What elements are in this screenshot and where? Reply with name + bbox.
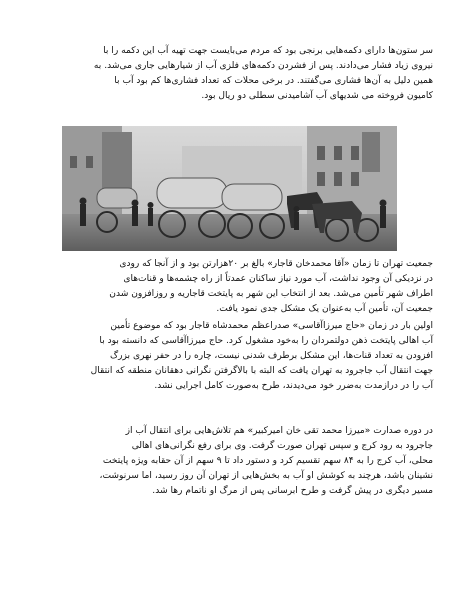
- text-line: مسیر دیگری در پیش گرفت و طرح ابرسانی پس از مرگ او ناتمام رها شد.: [152, 486, 433, 496]
- text-line: سر ستون‌ها دارای دکمه‌هایی برنجی بود که مردم می‌بایست جهت تهیه آب این دکمه را با: [103, 46, 433, 56]
- text-line: اطراف شهر تأمین می‌شد. بعد از انتخاب این شهر به پایتخت قاجاریه و روزافزون شدن: [109, 289, 433, 299]
- text-line: آب را در درازمدت به‌ضرر خود می‌دیدند، طرح به‌صورت کامل اجرایی نشد.: [154, 381, 433, 391]
- paragraph-water-fountains: [30, 44, 433, 104]
- text-line: جمعیت تهران تا زمان «آقا محمدخان قاجار» بالغ بر ۲۰هزارتن بود و از آنجا که رودی: [119, 259, 433, 269]
- text-line: اولین بار در زمان «حاج میرزاآقاسی» صدراعظم محمدشاه قاجار بود که موضوع تأمین: [110, 321, 433, 331]
- text-line: کامیون فروخته می شدیهای آب آشامیدنی سطلی دو ریال بود.: [201, 91, 433, 101]
- text-line: در دوره صدارت «میرزا محمد تقی خان امیرکبیر» هم تلاش‌هایی برای انتقال آب از: [125, 426, 433, 436]
- text-line: جهت انتقال آب جاجرود به تهران یافت که البته با بالاگرفتن نگرانی دهقانان منطقه که انتقال: [90, 366, 433, 376]
- text-line: همین دلیل به آن‌ها فشاری می‌گفتند. در برخی محلات که تعداد فشاری‌ها کم بود آب با: [114, 76, 433, 86]
- text-line: جاجرود به رود کرج و سپس تهران صورت گرفت. وی برای رفع نگرانی‌های اهالی: [131, 441, 433, 451]
- paragraph-amir-kabir: [30, 424, 433, 499]
- historical-water-carts-photo: [62, 126, 397, 251]
- paragraph-haj-mirza-aghasi: [30, 319, 433, 394]
- paragraph-tehran-population: [30, 257, 433, 317]
- text-line: جمعیت آن، تأمین آب به‌عنوان یک مشکل جدی نمود یافت.: [216, 304, 433, 314]
- text-line: محلی، آب کرج را به ۸۴ سهم تقسیم کرد و دستور داد تا ۹ سهم از آن حقابه ویژه پایتخت: [102, 456, 433, 466]
- text-line: آب اهالی پایتخت ذهن دولتمردان را به‌خود مشغول کرد. حاج میرزاآقاسی که دانسته بود با: [99, 336, 433, 346]
- text-line: افزودن به تعداد قنات‌ها، این مشکل برطرف شدنی نیست، چاره را در حفر نهری بزرگ: [109, 351, 433, 361]
- text-line: نیروی زیاد فشار می‌دادند. پس از فشردن دکمه‌های فلزی آب از شیارهایی جاری می‌شد. به: [93, 61, 433, 71]
- text-line: در نزدیکی آن وجود نداشت، آب مورد نیاز ساکنان عمدتاً از راه چشمه‌ها و قنات‌های: [123, 274, 433, 284]
- text-line: نشینان باشد، هرچند به کوشش او آب به بخش‌هایی از تهران آن روز رسید، اما سرنوشت،: [99, 471, 433, 481]
